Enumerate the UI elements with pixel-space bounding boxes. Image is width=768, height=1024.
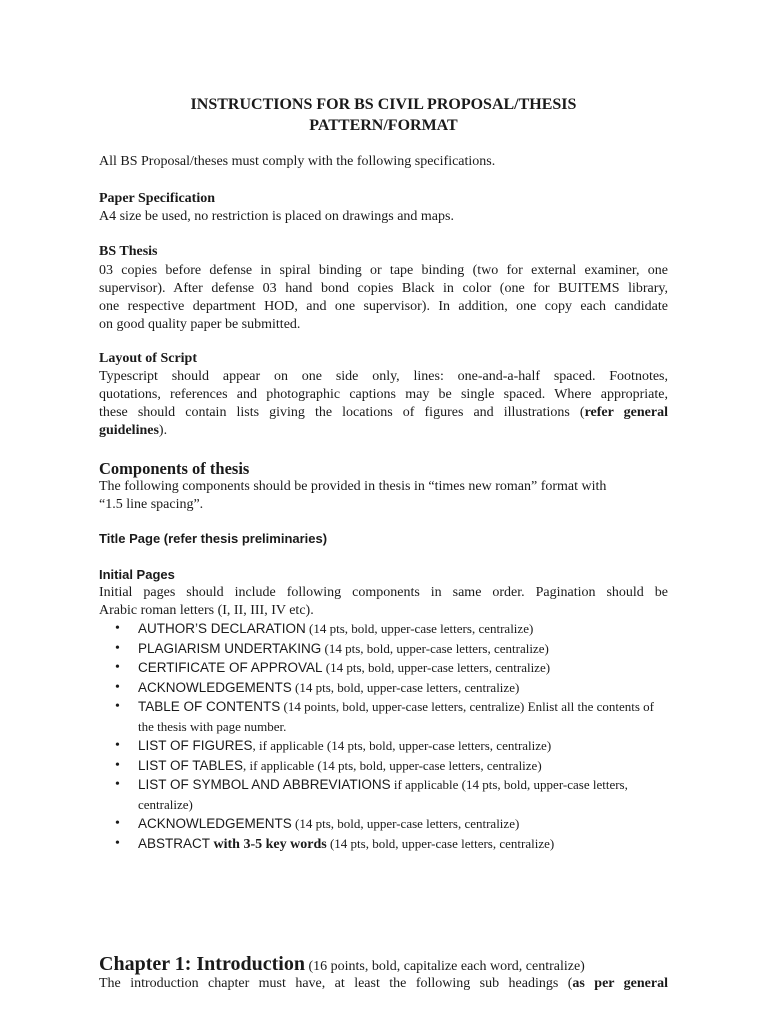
components-line-2: “1.5 line spacing”.: [99, 497, 204, 512]
bullet-icon: •: [115, 640, 120, 656]
chapter-1-line-1-bold: as per general: [572, 976, 668, 991]
chapter-1-note: (16 points, bold, capitalize each word, centralize): [304, 959, 585, 974]
initial-pages-list: [99, 620, 668, 854]
initial-pages-line-2: Arabic roman letters (I, II, III, IV etc).: [99, 603, 314, 618]
chapter-1-title: Chapter 1: Introduction: [99, 953, 305, 975]
list-item: [99, 679, 668, 699]
layout-line-3: [99, 404, 668, 422]
list-item-note: , if applicable (14 pts, bold, upper-case letters, centralize): [243, 757, 542, 773]
list-item: [99, 815, 668, 835]
layout-ref-bold-a: refer general: [584, 405, 668, 420]
list-item-caps: ACKNOWLEDGEMENTS: [138, 816, 292, 831]
components-paragraph: [99, 478, 668, 514]
list-item-note: (14 pts, bold, upper-case letters, centralize): [321, 640, 549, 656]
list-item-caps: PLAGIARISM UNDERTAKING: [138, 640, 322, 656]
layout-ref-bold-b: guidelines: [99, 423, 159, 438]
components-heading: Components of thesis: [99, 459, 250, 478]
layout-line-4: [99, 422, 668, 440]
list-item-caps: LIST OF FIGURES: [138, 738, 253, 753]
initial-pages-paragraph: [99, 584, 668, 620]
bullet-icon: •: [115, 835, 120, 851]
initial-pages-line-1: Initial pages should include following components in same order. Pagination should be: [99, 585, 668, 600]
layout-tail: ).: [158, 423, 168, 438]
bs-thesis-line: 03 copies before defense in spiral binding or tape binding (two for external examiner, one: [99, 263, 668, 278]
list-item-caps: ACKNOWLEDGEMENTS: [138, 679, 292, 695]
bullet-icon: •: [115, 679, 120, 695]
document-title-line-1: INSTRUCTIONS FOR BS CIVIL PROPOSAL/THESIS: [190, 96, 577, 113]
bs-thesis-line: one respective department HOD, and one supervisor). In addition, one copy each candidate: [99, 299, 668, 314]
list-item: [99, 776, 668, 815]
chapter-1-line-1-text: The introduction chapter must have, at least the following sub headings (: [99, 976, 573, 991]
bullet-icon: •: [115, 738, 120, 753]
components-line-1: The following components should be provided in thesis in “times new roman” format with: [99, 479, 607, 494]
bullet-icon: •: [115, 621, 120, 636]
list-item-note: (14 pts, bold, upper-case letters, centralize): [291, 679, 520, 695]
list-item-caps: LIST OF SYMBOL AND ABBREVIATIONS: [138, 777, 391, 792]
initial-pages-heading: Initial Pages: [99, 567, 175, 582]
list-item: [99, 620, 668, 640]
bs-thesis-paragraph: [99, 262, 668, 334]
layout-line: quotations, references and photographic captions may be single spaced. Where appropriate,: [99, 387, 668, 402]
title-page-heading: Title Page (refer thesis preliminaries): [99, 531, 328, 546]
document-title-line-2: PATTERN/FORMAT: [309, 117, 458, 134]
list-item-caps: LIST OF TABLES: [138, 757, 244, 773]
bullet-icon: •: [115, 816, 120, 831]
list-item-note: (14 points, bold, upper-case letters, centralize) Enlist all the contents of the thesis with page number.: [138, 699, 654, 734]
list-item-note: (14 pts, bold, upper-case letters, centralize): [322, 660, 551, 675]
list-item-caps: TABLE OF CONTENTS: [138, 699, 281, 714]
list-item-note: (14 pts, bold, upper-case letters, centralize): [305, 621, 534, 636]
list-item-caps: ABSTRACT: [138, 835, 214, 851]
list-item: [99, 757, 668, 777]
bullet-icon: •: [115, 699, 120, 714]
layout-line-3-text: these should contain lists giving the locations of figures and illustrations (: [99, 405, 585, 420]
chapter-1-heading: [99, 953, 585, 976]
bullet-icon: •: [115, 777, 120, 792]
bs-thesis-line: supervisor). After defense 03 hand bond copies Black in color (one for BUITEMS library,: [99, 281, 668, 296]
list-item: [99, 737, 668, 757]
paper-spec-heading: Paper Specification: [99, 191, 216, 206]
list-item-caps: AUTHOR’S DECLARATION: [138, 621, 306, 636]
list-item-note: if applicable (14 pts, bold, upper-case letters, centralize): [138, 777, 628, 812]
layout-line: Typescript should appear on one side only, lines: one-and-a-half spaced. Footnotes,: [99, 369, 668, 384]
list-item-note: (14 pts, bold, upper-case letters, centralize): [291, 816, 520, 831]
list-item: [99, 659, 668, 679]
bs-thesis-heading: BS Thesis: [99, 244, 158, 259]
bullet-icon: •: [115, 660, 120, 675]
list-item: [99, 835, 668, 855]
list-item: [99, 640, 668, 660]
chapter-1-line-1: [99, 975, 668, 993]
list-item: [99, 698, 668, 737]
chapter-1-paragraph: [99, 975, 668, 993]
layout-paragraph: [99, 368, 668, 440]
paper-spec-text: A4 size be used, no restriction is placed on drawings and maps.: [99, 209, 454, 224]
list-item-note: , if applicable (14 pts, bold, upper-case letters, centralize): [252, 738, 552, 753]
intro-paragraph: All BS Proposal/theses must comply with the following specifications.: [99, 154, 496, 169]
layout-heading: Layout of Script: [99, 351, 197, 366]
bullet-icon: •: [115, 757, 120, 773]
list-item-caps: CERTIFICATE OF APPROVAL: [138, 660, 323, 675]
list-item-note: (14 pts, bold, upper-case letters, centralize): [326, 835, 555, 851]
list-item-bold: with 3-5 key words: [213, 836, 327, 852]
bs-thesis-line: on good quality paper be submitted.: [99, 317, 301, 332]
